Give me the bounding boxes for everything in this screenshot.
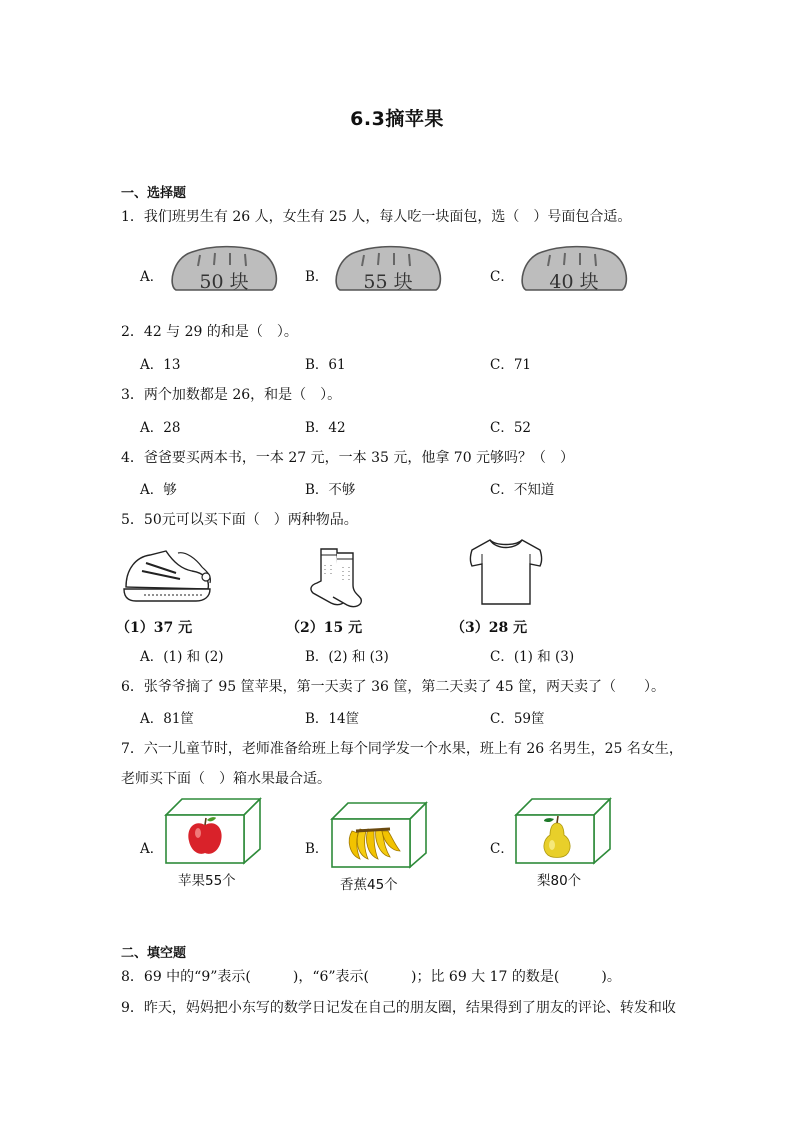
section-heading-fill: 二、填空题 bbox=[121, 946, 187, 961]
box-b-caption: 香蕉45个 bbox=[340, 877, 398, 893]
q1-option-a-label: A． bbox=[140, 269, 164, 285]
page-title: 6.3摘苹果 bbox=[350, 108, 444, 130]
question-3: 3．两个加数都是 26，和是（ ）。 bbox=[121, 387, 342, 403]
q2-option-c: C．71 bbox=[490, 357, 532, 373]
q2-option-b: B．61 bbox=[305, 357, 346, 373]
item-3-caption: （3）28 元 bbox=[451, 620, 528, 636]
question-5: 5．50元可以买下面（ ）两种物品。 bbox=[121, 512, 358, 528]
question-7-line-2: 老师买下面（ ）箱水果最合适。 bbox=[121, 771, 331, 787]
q3-option-b: B．42 bbox=[305, 420, 346, 436]
q4-option-a: A．够 bbox=[140, 482, 177, 498]
q7-option-a-label: A． bbox=[140, 841, 164, 857]
fruit-box-c bbox=[514, 797, 612, 865]
q3-option-a: A．28 bbox=[140, 420, 181, 436]
question-6: 6．张爷爷摘了 95 筐苹果，第一天卖了 36 筐，第二天卖了 45 筐，两天卖了（ ）。 bbox=[121, 679, 666, 695]
q7-option-c-label: C． bbox=[490, 841, 514, 857]
box-c-caption: 梨80个 bbox=[537, 873, 582, 889]
q4-option-c: C．不知道 bbox=[490, 482, 555, 498]
q1-option-b-label: B． bbox=[305, 269, 329, 285]
fruit-box-b bbox=[330, 801, 428, 869]
bread-label-b: 55 块 bbox=[363, 271, 413, 293]
q5-option-b: B．(2) 和 (3) bbox=[305, 649, 389, 665]
section-heading-choice: 一、选择题 bbox=[121, 186, 187, 201]
item-2-caption: （2）15 元 bbox=[286, 620, 363, 636]
question-4: 4．爸爸要买两本书，一本 27 元，一本 35 元，他拿 70 元够吗？（ ） bbox=[121, 450, 575, 466]
fruit-box-a bbox=[164, 797, 262, 865]
bread-icon-c bbox=[520, 246, 628, 296]
bread-label-c: 40 块 bbox=[549, 271, 599, 293]
q6-option-a: A．81筐 bbox=[140, 711, 194, 727]
q1-option-c-label: C． bbox=[490, 269, 514, 285]
question-1: 1．我们班男生有 26 人，女生有 25 人，每人吃一块面包，选（ ）号面包合适。 bbox=[121, 209, 632, 225]
bread-icon-a bbox=[170, 246, 278, 296]
socks-icon bbox=[303, 545, 365, 609]
question-8: 8．69 中的“9”表示( )，“6”表示( )；比 69 大 17 的数是( )。 bbox=[121, 969, 621, 985]
q6-option-c: C．59筐 bbox=[490, 711, 545, 727]
q2-option-a: A．13 bbox=[140, 357, 181, 373]
q3-option-c: C．52 bbox=[490, 420, 532, 436]
bread-label-a: 50 块 bbox=[199, 271, 249, 293]
q7-option-b-label: B． bbox=[305, 841, 329, 857]
item-1-caption: （1）37 元 bbox=[116, 620, 193, 636]
q6-option-b: B．14筐 bbox=[305, 711, 360, 727]
shoes-icon bbox=[122, 545, 214, 609]
q5-option-c: C．(1) 和 (3) bbox=[490, 649, 575, 665]
question-7-line-1: 7．六一儿童节时，老师准备给班上每个同学发一个水果，班上有 26 名男生，25 名女生， bbox=[121, 741, 683, 757]
question-2: 2．42 与 29 的和是（ ）。 bbox=[121, 324, 298, 340]
bread-icon-b bbox=[334, 246, 442, 296]
question-9: 9．昨天，妈妈把小东写的数学日记发在自己的朋友圈，结果得到了朋友的评论、转发和收 bbox=[121, 1000, 676, 1016]
q4-option-b: B．不够 bbox=[305, 482, 356, 498]
q5-option-a: A．(1) 和 (2) bbox=[140, 649, 224, 665]
box-a-caption: 苹果55个 bbox=[178, 873, 236, 889]
tshirt-icon bbox=[468, 536, 544, 608]
